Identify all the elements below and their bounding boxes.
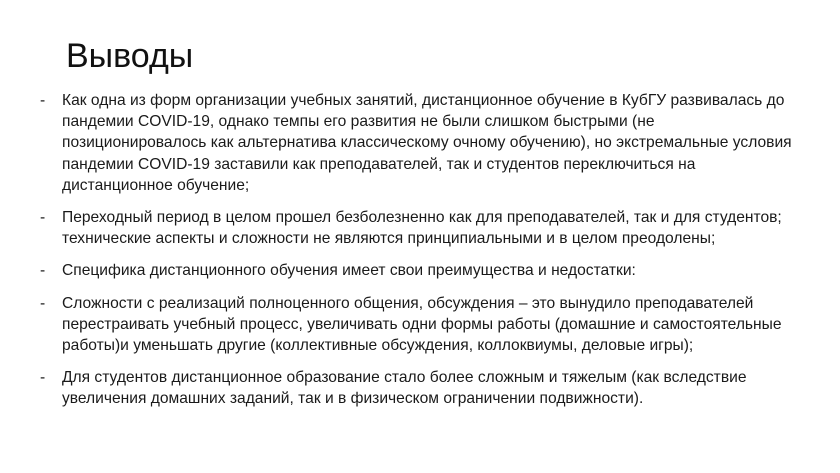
slide-title: Выводы [66, 37, 194, 75]
bullet-text: Сложности с реализаций полноценного общения, обсуждения – это вынудило преподавателей перестраивать учебный процесс, увеличивать одни формы работы (домашние и самостоятельные работы)и уменьшать другие (коллективные обсуждения, коллоквиумы, деловые игры); [62, 294, 782, 355]
bullet-text: Специфика дистанционного обучения имеет свои преимущества и недостатки: [62, 262, 636, 280]
bullet-list [40, 90, 800, 421]
bullet-marker: - [40, 209, 46, 227]
bullet-marker: - [40, 294, 46, 312]
bullet-text: Для студентов дистанционное образование стало более сложным и тяжелым (как вследствие увеличения домашних заданий, так и в физическом ограничении подвижности). [62, 369, 747, 408]
bullet-marker: - [40, 369, 46, 387]
list-item [40, 367, 800, 409]
list-item [40, 260, 800, 281]
list-item [40, 90, 800, 196]
bullet-marker: - [40, 92, 46, 109]
bullet-marker: - [40, 262, 46, 280]
list-item [40, 293, 800, 357]
bullet-text: Переходный период в целом прошел безболезненно как для преподавателей, так и для студентов; технические аспекты и сложности не являются принципиальными и в целом преодолены; [62, 209, 782, 248]
list-item [40, 207, 800, 249]
bullet-text: Как одна из форм организации учебных занятий, дистанционное обучение в КубГУ развивалась до пандемии COVID-19, однако темпы его развития не были слишком быстрыми (не позиционировалось как альтернатива классическому очному обучению), но экстремальные условия пандемии COVID-19 заставили как преподавателей, так и студентов переключиться на дистанционное обучение; [62, 92, 792, 194]
